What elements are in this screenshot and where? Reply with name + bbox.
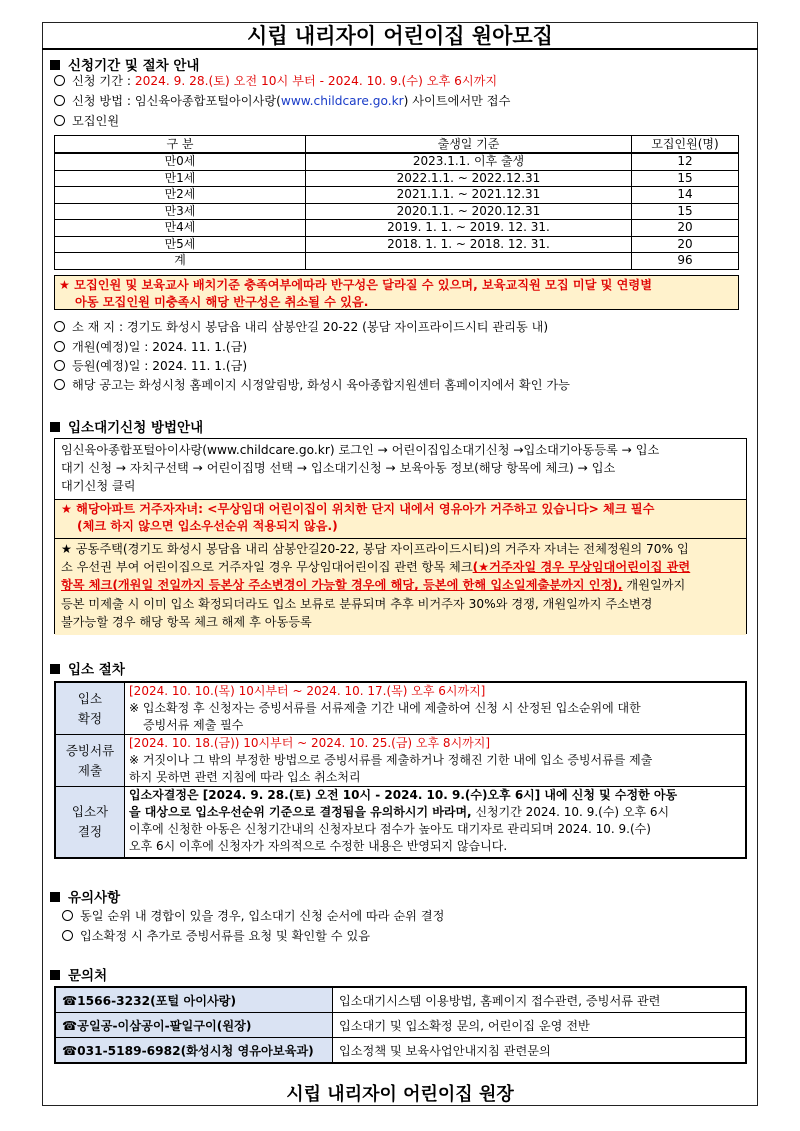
table-cell: 2018. 1. 1. ~ 2018. 12. 31. bbox=[306, 236, 632, 253]
table-row bbox=[55, 787, 746, 859]
table-cell: 계 bbox=[55, 253, 306, 270]
row-label: 입소 확정 bbox=[55, 682, 125, 735]
row-label: 증빙서류 제출 bbox=[55, 735, 125, 787]
joint-housing-note bbox=[55, 538, 746, 635]
table-cell: 2019. 1. 1. ~ 2019. 12. 31. bbox=[306, 220, 632, 237]
text-line: 항목 체크(개원일 전일까지 등본상 주소변경이 가능할 경우에 해당, 등본에 한해 입소일제출분까지 인정), 개원일까지 bbox=[61, 578, 686, 593]
table-header: 출생일 기준 bbox=[306, 136, 632, 154]
table-row bbox=[55, 735, 746, 787]
table-row-total bbox=[55, 253, 739, 270]
section-heading-notes: 유의사항 bbox=[50, 886, 120, 906]
page-title: 시립 내리자이 어린이집 원아모집 bbox=[42, 22, 758, 50]
table-row bbox=[55, 1013, 746, 1038]
steps-text bbox=[55, 439, 746, 499]
contact-topic: 입소대기시스템 이용방법, 홈페이지 접수관련, 증빙서류 관련 bbox=[333, 987, 747, 1013]
application-period: 신청 기간 : 2024. 9. 28.(토) 오전 10시 부터 - 2024. 10. 9.(수) 오후 6시까지 bbox=[54, 72, 497, 89]
open-date: 개원(예정)일 : 2024. 11. 1.(금) bbox=[54, 338, 247, 355]
notice-line: 해당 공고는 화성시청 홈페이지 시정알림방, 화성시 육아종합지원센터 홈페이지에서 확인 가능 bbox=[54, 376, 570, 393]
table-cell: 15 bbox=[632, 170, 739, 187]
table-header: 구 분 bbox=[55, 136, 306, 154]
footer-signature: 시립 내리자이 어린이집 원장 bbox=[286, 1084, 514, 1105]
table-cell: 2021.1.1. ~ 2021.12.31 bbox=[306, 187, 632, 204]
row-label: 입소자 결정 bbox=[55, 787, 125, 859]
apartment-resident-note bbox=[55, 499, 746, 538]
table-row bbox=[55, 1038, 746, 1064]
text-line: 불가능할 경우 해당 항목 체크 해제 후 아동등록 bbox=[61, 614, 312, 629]
table-cell: 만0세 bbox=[55, 153, 306, 170]
text-line: (체크 하지 않으면 입소우선순위 적용되지 않음.) bbox=[77, 519, 338, 533]
note-line: 아동 모집인원 미충족시 해당 반구성은 취소될 수 있음. bbox=[75, 295, 369, 309]
table-row bbox=[55, 220, 739, 237]
table-cell: 12 bbox=[632, 153, 739, 170]
section-heading-application: 신청기간 및 절차 안내 bbox=[50, 54, 199, 74]
table-cell: 2020.1.1. ~ 2020.12.31 bbox=[306, 203, 632, 220]
section-heading-contact: 문의처 bbox=[50, 964, 107, 984]
table-cell: 만1세 bbox=[55, 170, 306, 187]
text-line: 소 우선권 부여 어린이집으로 거주자일 경우 무상임대어린이집 관련 항목 체크(★거주자일 경우 무상임대어린이집 관련 bbox=[61, 560, 691, 575]
waitlist-instructions-box bbox=[54, 438, 747, 634]
attend-date: 등원(예정)일 : 2024. 11. 1.(금) bbox=[54, 357, 247, 374]
row-content: [2024. 10. 18.(금)) 10시부터 ~ 2024. 10. 25.(금) 오후 8시까지] ※ 거짓이나 그 밖의 부정한 방법으로 증빙서류를 제출하거나 정해진 기한 내에 입소 증빙서류를 제출 하지 못하면 관련 지침에 따라 입소 취소처리 bbox=[125, 735, 747, 787]
table-cell: 만5세 bbox=[55, 236, 306, 253]
row-content: 입소자결정은 [2024. 9. 28.(토) 오전 10시 - 2024. 10. 9.(수)오후 6시] 내에 신청 및 수정한 아동 을 대상으로 입소우선순위 기준으로 결정됨을 유의하시기 바라며, 신청기간 2024. 10. 9.(수) 오후 6시 이후에 신청한 아동은 신청기간내의 신청자보다 점수가 높아도 대기자로 관리되며 2024. 10. 9.(수) 오후 6시 이후에 신청자가 자의적으로 수정한 내용은 반영되지 않습니다. bbox=[125, 787, 747, 859]
table-cell: 2023.1.1. 이후 출생 bbox=[306, 153, 632, 170]
recruit-label: 모집인원 bbox=[54, 112, 119, 129]
table-cell: 만2세 bbox=[55, 187, 306, 204]
application-method: 신청 방법 : 임신육아종합포털아이사랑(www.childcare.go.kr) 사이트에서만 접수 bbox=[54, 92, 510, 109]
table-row bbox=[55, 153, 739, 170]
table-cell: 96 bbox=[632, 253, 739, 270]
table-cell: 14 bbox=[632, 187, 739, 204]
table-row bbox=[55, 170, 739, 187]
table-cell: 만4세 bbox=[55, 220, 306, 237]
address: 소 재 지 : 경기도 화성시 봉담읍 내리 삼봉안길 20-22 (봉담 자이프라이드시티 관리동 내) bbox=[54, 318, 548, 335]
contact-table bbox=[54, 986, 747, 1064]
section-heading-procedure: 입소 절차 bbox=[50, 658, 125, 678]
recruitment-note bbox=[54, 275, 739, 310]
text-line: ★ 공동주택(경기도 화성시 봉담읍 내리 삼봉안길20-22, 봉담 자이프라이드시티)의 거주자 자녀는 전체정원의 70% 입 bbox=[61, 542, 689, 556]
section-heading-waitlist: 입소대기신청 방법안내 bbox=[50, 416, 203, 436]
note-line: ★ 모집인원 및 보육교사 배치기준 충족여부에따라 반구성은 달라질 수 있으며, 보육교직원 모집 미달 및 연령별 bbox=[59, 278, 652, 292]
table-cell: 2022.1.1. ~ 2022.12.31 bbox=[306, 170, 632, 187]
table-cell bbox=[306, 253, 632, 270]
contact-topic: 입소정책 및 보육사업안내지침 관련문의 bbox=[333, 1038, 747, 1064]
text-line: ★ 해당아파트 거주자자녀: <무상임대 어린이집이 위치한 단지 내에서 영유아가 거주하고 있습니다> 체크 필수 bbox=[61, 502, 655, 516]
table-header-row bbox=[55, 136, 739, 154]
contact-phone: ☎공일공-이삼공이-팔일구이(원장) bbox=[55, 1013, 333, 1038]
table-row bbox=[55, 682, 746, 735]
list-item: 입소확정 시 추가로 증빙서류를 요청 및 확인할 수 있음 bbox=[62, 927, 370, 944]
recruitment-table bbox=[54, 135, 739, 270]
text-line: 대기신청 클릭 bbox=[61, 479, 136, 493]
table-cell: 15 bbox=[632, 203, 739, 220]
table-row bbox=[55, 987, 746, 1013]
table-header: 모집인원(명) bbox=[632, 136, 739, 154]
table-cell: 20 bbox=[632, 236, 739, 253]
contact-phone: ☎1566-3232(포털 아이사랑) bbox=[55, 987, 333, 1013]
text-line: 임신육아종합포털아이사랑(www.childcare.go.kr) 로그인 → 어린이집입소대기신청 →입소대기아동등록 → 입소 bbox=[61, 443, 660, 457]
text-line: 대기 신청 → 자치구선택 → 어린이집명 선택 → 입소대기신청 → 보육아동 정보(해당 항목에 체크) → 입소 bbox=[61, 461, 616, 475]
contact-phone: ☎031-5189-6982(화성시청 영유아보육과) bbox=[55, 1038, 333, 1064]
text-line: 등본 미제출 시 이미 입소 확정되더라도 입소 보류로 분류되며 추후 비거주자 30%와 경쟁, 개원일까지 주소변경 bbox=[61, 596, 653, 611]
table-row bbox=[55, 187, 739, 204]
table-row bbox=[55, 203, 739, 220]
table-cell: 만3세 bbox=[55, 203, 306, 220]
table-row bbox=[55, 236, 739, 253]
table-cell: 20 bbox=[632, 220, 739, 237]
contact-topic: 입소대기 및 입소확정 문의, 어린이집 운영 전반 bbox=[333, 1013, 747, 1038]
procedure-table bbox=[54, 681, 747, 859]
row-content: [2024. 10. 10.(목) 10시부터 ~ 2024. 10. 17.(목) 오후 6시까지] ※ 입소확정 후 신청자는 증빙서류를 서류제출 기간 내에 제출하여 신청 시 산정된 입소순위에 대한 증빙서류 제출 필수 bbox=[125, 682, 747, 735]
list-item: 동일 순위 내 경합이 있을 경우, 입소대기 신청 순서에 따라 순위 결정 bbox=[62, 907, 444, 924]
